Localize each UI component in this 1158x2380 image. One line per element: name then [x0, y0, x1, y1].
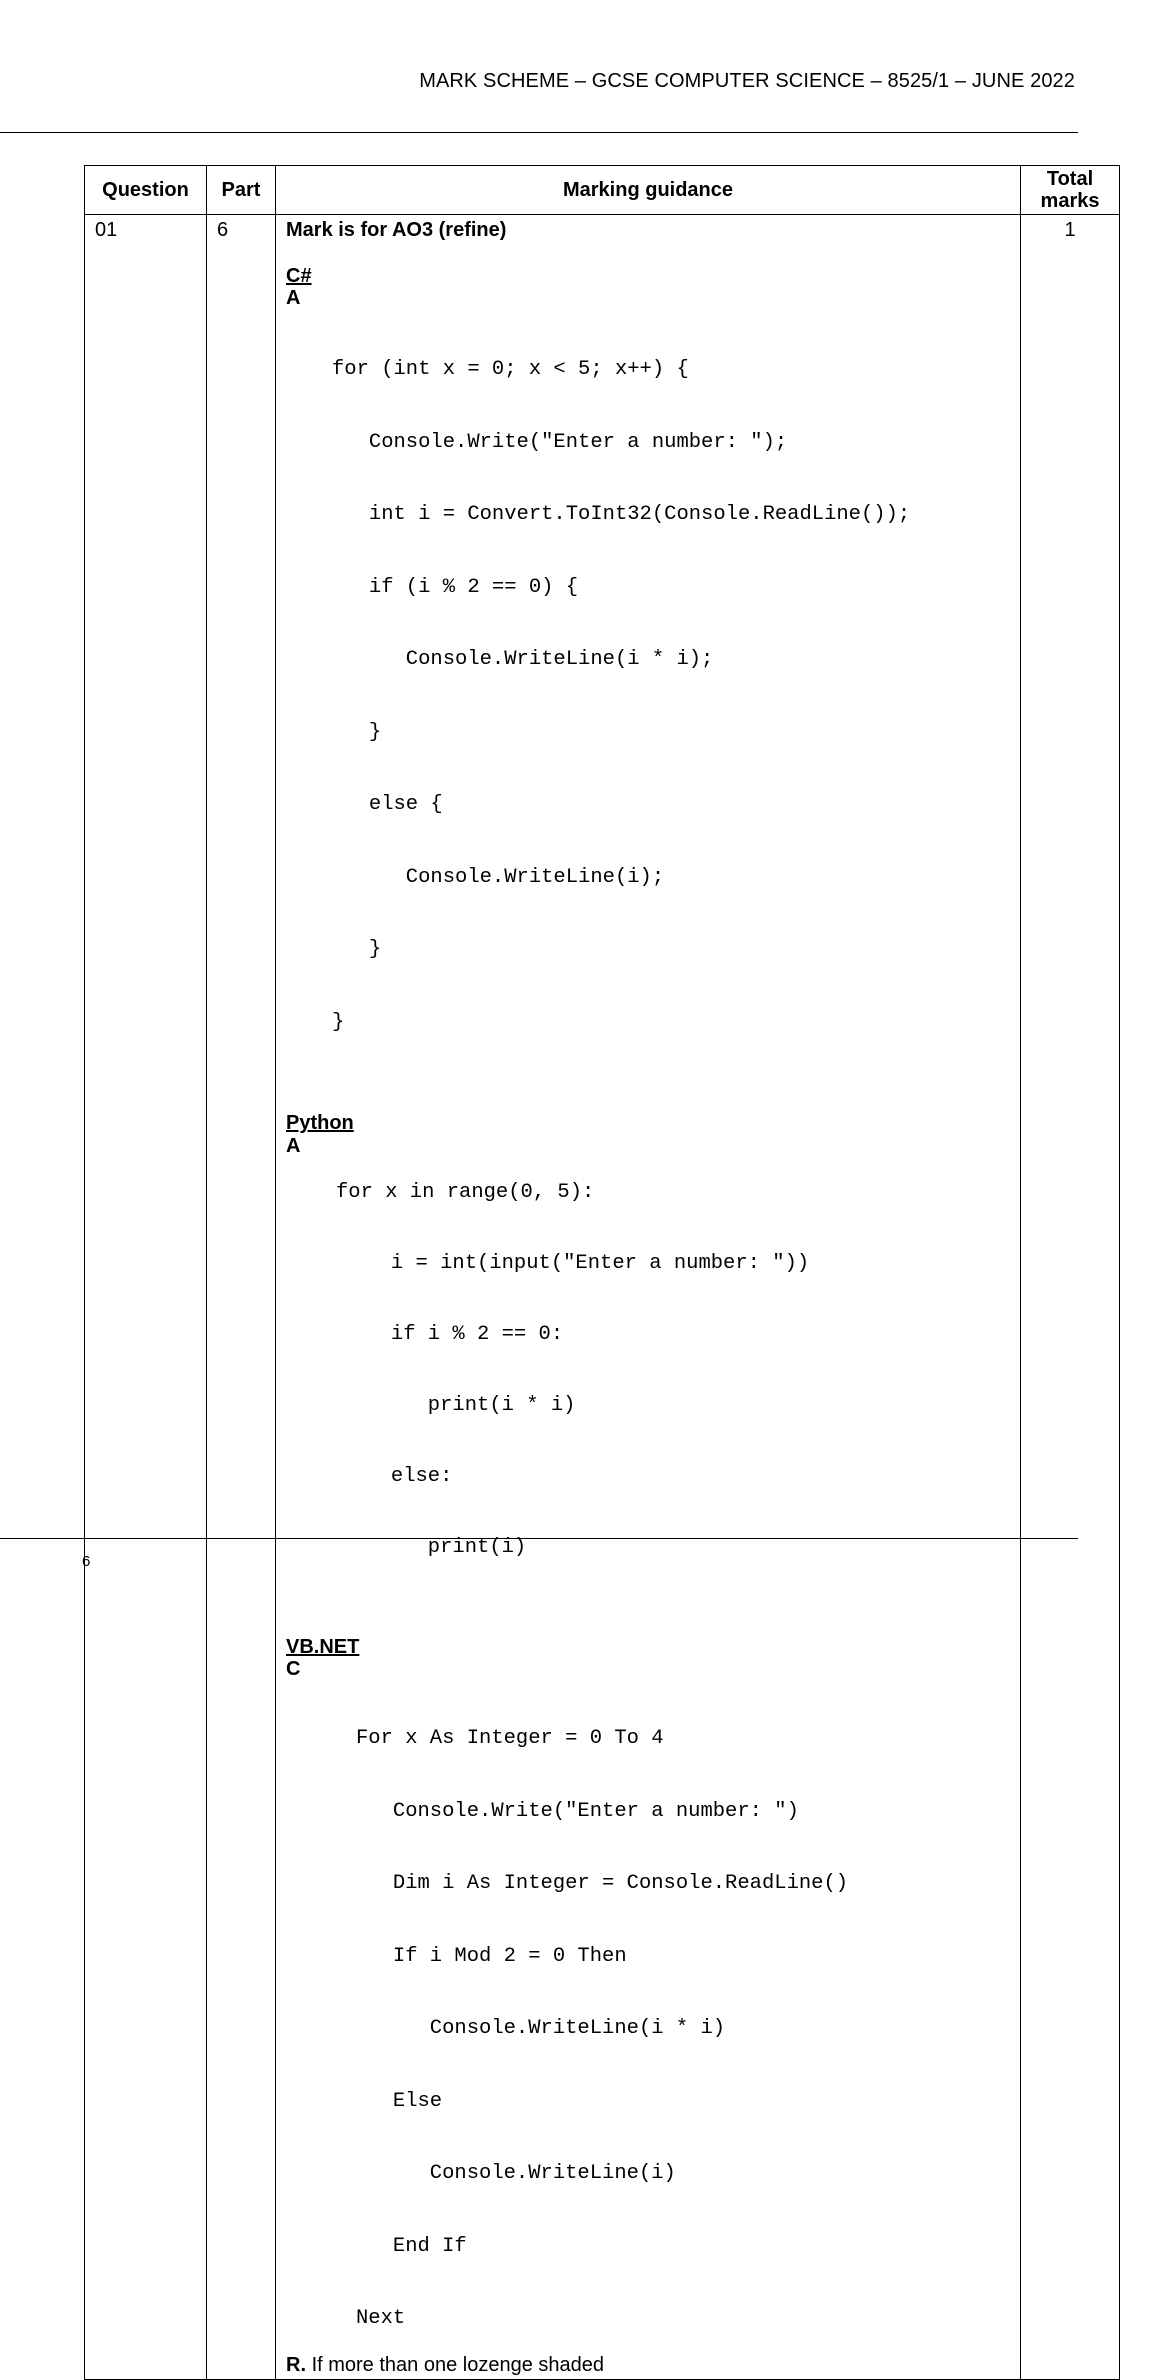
total-marks-value: 1	[1021, 215, 1120, 2380]
ao-heading: Mark is for AO3 (refine)	[286, 219, 507, 241]
header-marking-guidance: Marking guidance	[276, 166, 1021, 215]
code-line: if i % 2 == 0:	[354, 1323, 564, 1346]
page-header-title: MARK SCHEME – GCSE COMPUTER SCIENCE – 8525/1 – JUNE 2022	[419, 70, 1075, 92]
code-line: Else	[356, 2089, 443, 2113]
python-code	[286, 1134, 1010, 1606]
page-number: 6	[82, 1553, 91, 1570]
reject-note	[286, 2354, 604, 2376]
mark-scheme-table	[84, 165, 1120, 2380]
code-line: print(i * i)	[354, 1394, 576, 1417]
code-line: Console.WriteLine(i);	[332, 865, 665, 889]
code-line: }	[332, 720, 382, 744]
header-total-marks	[1021, 166, 1120, 215]
table-row	[85, 215, 1120, 2380]
code-line: Console.WriteLine(i)	[356, 2162, 676, 2185]
table-header-row	[85, 166, 1120, 215]
part-number: 6	[207, 215, 276, 2380]
csharp-label: C#	[286, 265, 312, 287]
footer-divider	[0, 1538, 1078, 1539]
code-line: else:	[354, 1465, 453, 1488]
reject-prefix: R.	[286, 2353, 306, 2376]
vbnet-code	[286, 1680, 1010, 2379]
header-part: Part	[207, 166, 276, 215]
marking-guidance-cell	[276, 215, 1021, 2380]
code-line: else {	[332, 793, 443, 816]
code-line: for (int x = 0; x < 5; x++) {	[332, 358, 689, 381]
reject-text: If more than one lozenge shaded	[311, 2353, 604, 2376]
code-line: Console.WriteLine(i * i)	[356, 2017, 726, 2040]
code-line: int i = Convert.ToInt32(Console.ReadLine());	[332, 503, 911, 526]
code-line: for x in range(0, 5):	[336, 1181, 595, 1204]
code-line: if (i % 2 == 0) {	[332, 575, 579, 599]
python-block	[286, 1134, 1010, 1606]
question-number: 01	[85, 215, 207, 2380]
header-total-marks-label: Total marks	[1040, 168, 1100, 212]
header-question: Question	[85, 166, 207, 215]
code-line: i = int(input("Enter a number: "))	[354, 1252, 810, 1275]
code-line: }	[332, 938, 382, 961]
csharp-answer: A	[286, 287, 301, 309]
python-label: Python	[286, 1112, 354, 1134]
code-line: Console.Write("Enter a number: ");	[332, 430, 788, 454]
header-divider	[0, 132, 1078, 133]
code-line: Console.WriteLine(i * i);	[332, 648, 714, 671]
code-line: Next	[356, 2307, 406, 2330]
code-line: End If	[356, 2234, 467, 2258]
code-line: Console.Write("Enter a number: ")	[356, 1799, 799, 1823]
vbnet-answer: C	[286, 1658, 301, 1680]
csharp-code	[286, 311, 1010, 1082]
code-line: print(i)	[354, 1536, 527, 1559]
code-line: If i Mod 2 = 0 Then	[356, 1944, 627, 1968]
python-answer: A	[286, 1135, 301, 1157]
code-line: For x As Integer = 0 To 4	[356, 1727, 664, 1750]
code-line: Dim i As Integer = Console.ReadLine()	[356, 1872, 849, 1895]
vbnet-label: VB.NET	[286, 1636, 360, 1658]
code-line: }	[332, 1010, 345, 1034]
